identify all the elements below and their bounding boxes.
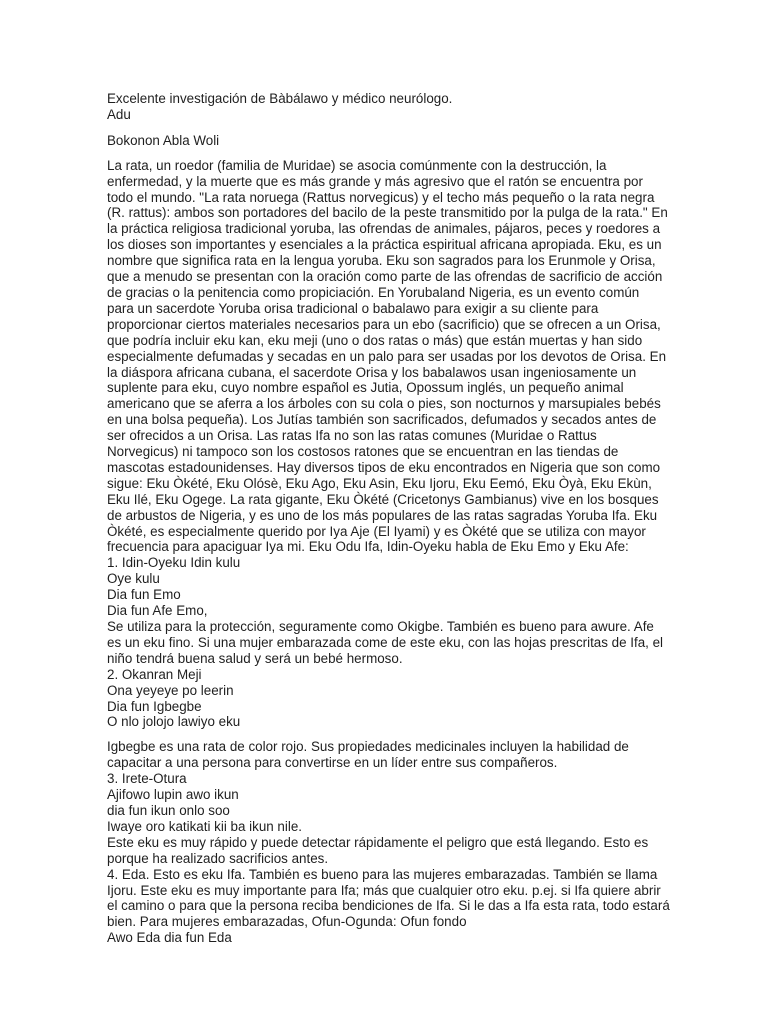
header-line: Excelente investigación de Bàbálawo y médico neurólogo.: [107, 91, 453, 106]
text-line: todo el mundo. "La rata noruega (Rattus norvegicus) y el techo más pequeño o la rata negra: [107, 189, 655, 205]
text-line: los dioses son importantes y esenciales a la práctica espiritual africana apropiada. Eku, es un: [107, 237, 662, 253]
text-line: Norvegicus) ni tampoco son los costosos ratones que se encuentran en las tiendas de: [107, 444, 619, 460]
text-line: para un sacerdote Yoruba orisa tradicional o babalawo para exigir a su cliente para: [107, 300, 599, 316]
text-line: la diáspora africana cubana, el sacerdote Orisa y los babalawos usan ingeniosamente un: [107, 364, 637, 380]
intro-paragraph: [107, 158, 667, 731]
document-page: [107, 91, 670, 946]
text-line: porque ha realizado sacrificios antes.: [107, 850, 329, 866]
text-line: dia fun ikun onlo soo: [107, 802, 230, 818]
text-line: O nlo jolojo lawiyo eku: [107, 714, 241, 730]
text-line: 1. Idin-Oyeku Idin kulu: [107, 555, 241, 571]
text-line: el camino o para que la persona reciba bendiciones de Ifa. Si le das a Ifa esta rata, todo estará: [107, 898, 670, 914]
text-line: mascotas estadounidenses. Hay diversos tipos de eku encontrados en Nigeria que son como: [107, 459, 661, 475]
text-line: Eku Ilé, Eku Ogege. La rata gigante, Eku Òkété (Cricetonys Gambianus) vive en los bosques: [107, 491, 659, 507]
text-line: (R. rattus): ambos son portadores del bacilo de la peste transmitido por la pulga de la rata." En: [107, 205, 668, 221]
text-line: Iwaye oro katikati kii ba ikun nile.: [107, 818, 303, 834]
text-line: la práctica religiosa tradicional yoruba, las ofrendas de animales, pájaros, peces y roedores a: [107, 221, 661, 237]
text-line: Awo Eda dia fun Eda: [107, 930, 232, 946]
text-line: Ajifowo lupin awo ikun: [107, 787, 239, 803]
text-line: americano que se aferra a los árboles con su cola o pies, son nocturnos y marsupiales bebés: [107, 396, 661, 412]
text-line: Oye kulu: [107, 571, 160, 587]
text-line: Dia fun Emo: [107, 587, 181, 603]
text-line: 4. Eda. Esto es eku Ifa. También es bueno para las mujeres embarazadas. También se llama: [107, 866, 658, 882]
text-line: Dia fun Igbegbe: [107, 698, 202, 714]
text-line: 2. Okanran Meji: [107, 666, 202, 682]
text-line: especialmente defumadas y secadas en un palo para ser usadas por los devotos de Orisa. En: [107, 348, 667, 364]
text-line: ser ofrecidos a un Orisa. Las ratas Ifa no son las ratas comunes (Muridae o Rattus: [107, 428, 597, 444]
author-name: Bokonon Abla Woli: [107, 132, 220, 148]
text-line: 3. Irete-Otura: [107, 771, 187, 787]
text-line: que a menudo se presentan con la oración como parte de las ofrendas de sacrificio de acción: [107, 269, 663, 285]
second-paragraph: [107, 739, 670, 946]
text-line: enfermedad, y la muerte que es más grande y más agresivo que el ratón se encuentra por: [107, 173, 643, 189]
text-line: es un eku fino. Si una mujer embarazada come de este eku, con las hojas prescritas de Ifa, el: [107, 634, 664, 650]
text-line: que podría incluir eku kan, eku meji (uno o dos ratas o más) que están muertas y han sido: [107, 332, 643, 348]
text-line: bien. Para mujeres embarazadas, Ofun-Ogunda: Ofun fondo: [107, 914, 467, 930]
text-line: de arbustos de Nigeria, y es uno de los más populares de las ratas sagradas Yoruba Ifa. Eku: [107, 507, 658, 523]
text-line: La rata, un roedor (familia de Muridae) se asocia comúnmente con la destrucción, la: [107, 157, 607, 173]
text-line: Se utiliza para la protección, seguramente como Okigbe. También es bueno para awure. Afe: [107, 619, 654, 634]
text-line: Ijoru. Este eku es muy importante para Ifa; más que cualquier otro eku. p.ej. si Ifa quiere abrir: [107, 882, 661, 898]
text-line: en una bolsa pequeña). Los Jutías también son sacrificados, defumados y secados antes de: [107, 412, 657, 428]
text-line: frecuencia para apaciguar Iya mi. Eku Odu Ifa, Idin-Oyeku habla de Eku Emo y Eku Afe:: [107, 539, 629, 555]
text-line: Ona yeyeye po leerin: [107, 682, 234, 698]
document-header: [107, 91, 667, 123]
text-line: Òkété, es especialmente querido por Iya Aje (El Iyami) y es Òkété que se utiliza con mayor: [107, 523, 646, 539]
text-line: nombre que significa rata en la lengua yoruba. Eku son sagrados para los Erunmole y Orisa,: [107, 253, 656, 269]
text-line: proporcionar ciertos materiales necesarios para un ebo (sacrificio) que se ofrecen a un Orisa,: [107, 316, 661, 332]
text-line: de gracias o la penitencia como propiciación. En Yorubaland Nigeria, es un evento común: [107, 284, 640, 300]
text-line: suplente para eku, cuyo nombre español es Jutia, Opossum inglés, un pequeño animal: [107, 380, 624, 396]
header-line: Adu: [107, 106, 131, 122]
text-line: Igbegbe es una rata de color rojo. Sus propiedades medicinales incluyen la habilidad de: [107, 739, 629, 755]
text-line: capacitar a una persona para convertirse en un líder entre sus compañeros.: [107, 755, 558, 771]
text-line: Dia fun Afe Emo,: [107, 603, 208, 619]
text-line: Este eku es muy rápido y puede detectar rápidamente el peligro que está llegando. Esto es: [107, 834, 649, 850]
text-line: niño tendrá buena salud y será un bebé hermoso.: [107, 650, 403, 666]
text-line: sigue: Eku Òkété, Eku Olósè, Eku Ago, Eku Asin, Eku Ijoru, Eku Eemó, Eku Òyà, Eku Ekùn,: [107, 475, 652, 491]
